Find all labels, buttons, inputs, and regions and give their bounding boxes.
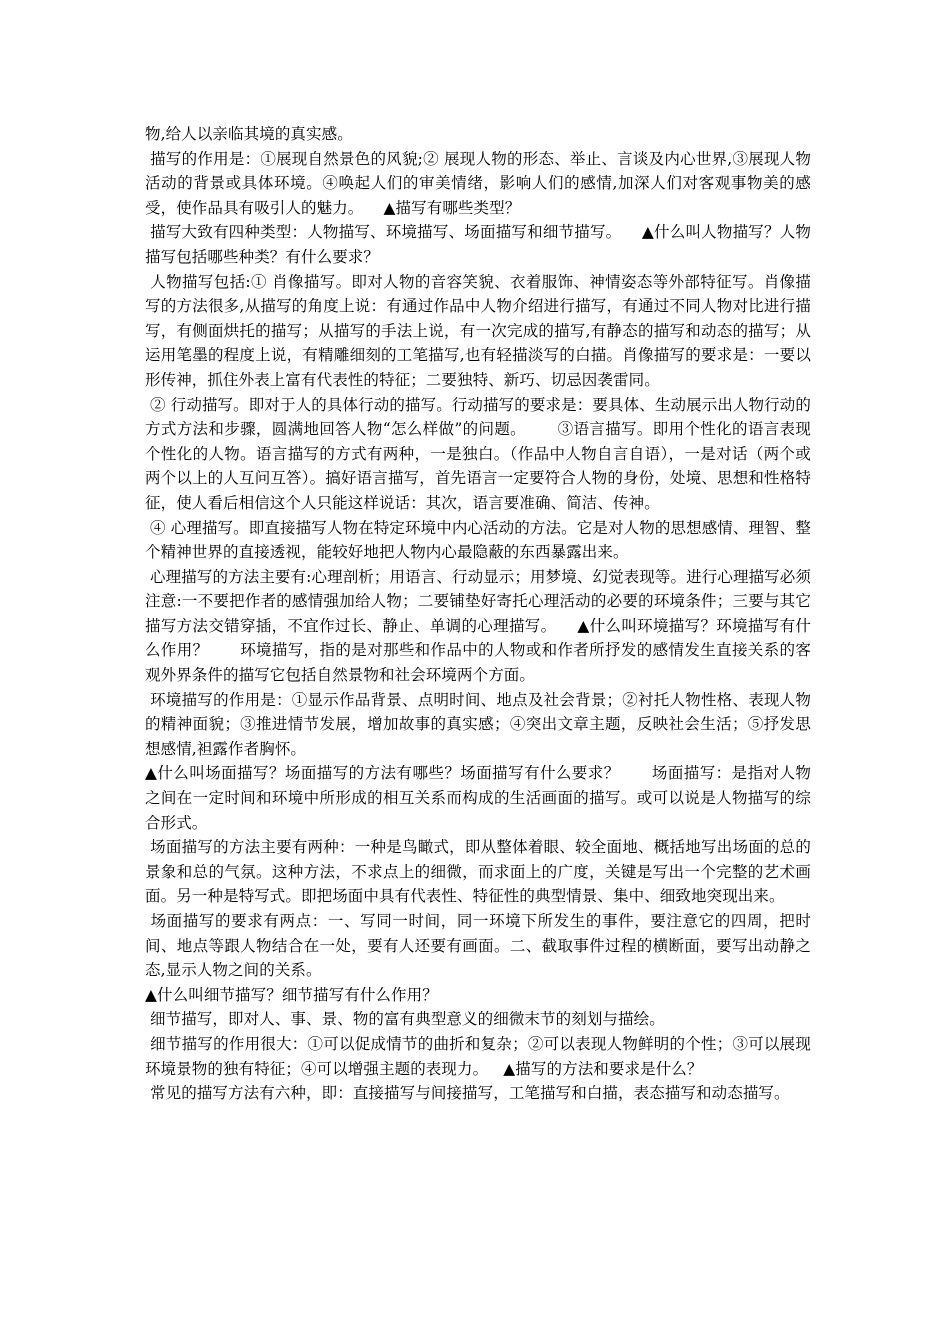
paragraph-14: 细节描写的作用很大：①可以促成情节的曲折和复杂；②可以表现人物鲜明的个性；③可以展现环境景物的独有特征；④可以增强主题的表现力。 ▲描写的方法和要求是什么？ (145, 1034, 812, 1078)
paragraph-5: ② 行动描写。即对于人的具体行动的描写。行动描写的要求是：要具体、生动展示出人物行动的方式方法和步骤，圆满地回答人物“怎么样做”的问题。 ③语言描写。即用个性化的语言表现个性化的人物。语言描写的方式有两种，一是独白。（作品中人物自言自语），一是对话（两个或两个以上的人互问互答）。搞好语言描写，首先语言一定要符合人物的身份，处境、思想和性格特征，使人看后相信这个人只能这样说话：其次，语言要准确、简洁、传神。 (145, 395, 811, 512)
paragraph-7: 心理描写的方法主要有:心理剖析；用语言、行动显示；用梦境、幻觉表现等。进行心理描写必须注意:一不要把作者的感情强加给人物；二要铺垫好寄托心理活动的必要的环境条件；三要与其它描写方法交错穿插，不宜作过长、静止、单调的心理描写。 ▲什么叫环境描写？环境描写有什么作用？ 环境描写，指的是对那些和作品中的人物或和作者所抒发的感情发生直接关系的客观外界条件的描写它包括自然景物和社会环境两个方面。 (145, 567, 811, 685)
paragraph-6: ④ 心理描写。即直接描写人物在特定环境中内心活动的方法。它是对人物的思想感情、理智、整个精神世界的直接透视，能较好地把人物内心最隐蔽的东西暴露出来。 (145, 518, 811, 562)
paragraph-13: 细节描写，即对人、事、景、物的富有典型意义的细微末节的刻划与描绘。 (145, 1010, 665, 1029)
paragraph-12: ▲什么叫细节描写？细节描写有什么作用？ (145, 985, 438, 1004)
paragraph-9: ▲什么叫场面描写？场面描写的方法有哪些？场面描写有什么要求？ 场面描写：是指对人物之间在一定时间和环境中所形成的相互关系而构成的生活画面的描写。或可以说是人物描写的综合形式。 (145, 764, 811, 832)
paragraph-10: 场面描写的方法主要有两种：一种是鸟瞰式，即从整体着眼、较全面地、概括地写出场面的总的景象和总的气氛。这种方法，不求点上的细微，而求面上的广度，关键是写出一个完整的艺术画面。另一种是特写式。即把场面中具有代表性、特征性的典型情景、集中、细致地突现出来。 (145, 838, 812, 906)
paragraph-11: 场面描写的要求有两点：一、写同一时间，同一环境下所发生的事件，要注意它的四周，把时间、地点等跟人物结合在一处，要有人还要有画面。二、截取事件过程的横断面，要写出动静之态,显示人物之间的关系。 (145, 912, 812, 980)
paragraph-8: 环境描写的作用是：①显示作品背景、点明时间、地点及社会背景；②衬托人物性格、表现人物的精神面貌；③推进情节发展，增加故事的真实感；④突出文章主题，反映社会生活；⑤抒发思想感情,袒露作者胸怀。 (145, 690, 812, 758)
paragraph-15: 常见的描写方法有六种，即：直接描写与间接描写，工笔描写和白描，表态描写和动态描写。 (145, 1084, 790, 1103)
document-body (145, 122, 811, 1106)
paragraph-4: 人物描写包括:① 肖像描写。即对人物的音容笑貌、衣着服饰、神情姿态等外部特征写。肖像描写的方法很多,从描写的角度上说：有通过作品中人物介绍进行描写，有通过不同人物对比进行描写，有侧面烘托的描写；从描写的手法上说，有一次完成的描写,有静态的描写和动态的描写；从运用笔墨的程度上说，有精雕细刻的工笔描写,也有轻描淡写的白描。肖像描写的要求是：一要以形传神，抓住外表上富有代表性的特征；二要独特、新巧、切忌因袭雷同。 (145, 272, 812, 389)
paragraph-1: 物,给人以亲临其境的真实感。 (145, 125, 353, 143)
paragraph-3: 描写大致有四种类型：人物描写、环境描写、场面描写和细节描写。 ▲什么叫人物描写？人物描写包括哪些种类？有什么要求？ (145, 223, 811, 266)
paragraph-2: 描写的作用是：①展现自然景色的风貌;② 展现人物的形态、举止、言谈及内心世界,③展现人物活动的背景或具体环境。④唤起人们的审美情绪，影响人们的感情,加深人们对客观事物美的感受，使作品具有吸引人的魅力。 ▲描写有哪些类型？ (145, 149, 811, 217)
